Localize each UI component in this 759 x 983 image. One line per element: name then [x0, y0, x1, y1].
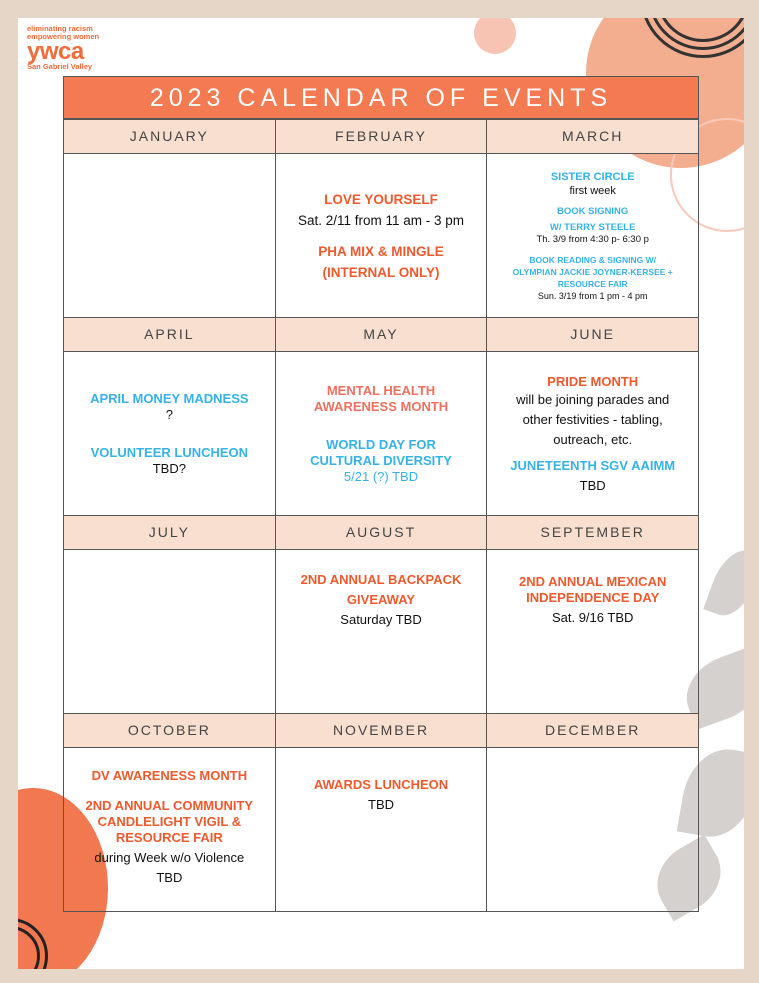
event-title: JUNETEENTH SGV AAIMM — [510, 457, 676, 473]
event-title: AWARENESS MONTH — [313, 398, 449, 414]
event-title: LOVE YOURSELF — [324, 191, 438, 207]
logo-location: San Gabriel Valley — [27, 62, 93, 71]
event-detail: 5/21 (?) TBD — [343, 468, 419, 484]
event-detail: Saturday TBD — [340, 612, 422, 627]
logo-tagline: eliminating racism — [27, 24, 93, 33]
event-title: VOLUNTEER LUNCHEON — [90, 444, 249, 460]
decorative-dot — [474, 18, 516, 54]
event-title: AWARDS LUNCHEON — [313, 777, 449, 792]
event-title: BOOK READING & SIGNING W/ — [529, 254, 656, 265]
event-title: WORLD DAY FOR — [326, 436, 436, 452]
event-detail: Sat. 2/11 from 11 am - 3 pm — [297, 212, 465, 228]
event-detail: ? — [165, 406, 173, 422]
month-header-september: SEPTEMBER — [487, 516, 699, 550]
event-title: CULTURAL DIVERSITY — [310, 452, 452, 468]
event-detail: TBD? — [152, 460, 186, 476]
event-title: RESOURCE FAIR — [557, 278, 628, 289]
month-header-april: APRIL — [64, 318, 276, 352]
month-cell-april — [64, 352, 276, 516]
month-cell-march — [487, 154, 699, 318]
event-title: 2ND ANNUAL MEXICAN — [519, 574, 667, 589]
month-cell-july — [64, 550, 276, 714]
event-title: BOOK SIGNING — [557, 205, 629, 217]
decorative-leaf — [703, 543, 744, 622]
event-title: PRIDE MONTH — [547, 373, 639, 389]
month-cell-june — [487, 352, 699, 516]
month-header-march: MARCH — [487, 120, 699, 154]
month-cell-september — [487, 550, 699, 714]
month-header-january: JANUARY — [64, 120, 276, 154]
event-detail: first week — [569, 184, 616, 197]
event-title: 2ND ANNUAL COMMUNITY — [85, 798, 254, 813]
event-title: MENTAL HEALTH — [326, 382, 436, 398]
event-detail: will be joining parades and — [516, 391, 670, 407]
month-cell-may — [276, 352, 488, 516]
event-title: PHA MIX & MINGLE — [318, 243, 444, 259]
event-title: (INTERNAL ONLY) — [322, 264, 440, 280]
event-title: SISTER CIRCLE — [550, 170, 635, 183]
month-header-may: MAY — [276, 318, 488, 352]
event-detail: TBD — [368, 797, 394, 812]
event-title: 2ND ANNUAL BACKPACK — [300, 572, 462, 587]
event-detail: other festivities - tabling, — [522, 411, 663, 427]
month-cell-february — [276, 154, 488, 318]
calendar-title: 2023 CALENDAR OF EVENTS — [63, 76, 699, 119]
event-detail: outreach, etc. — [553, 431, 633, 447]
month-cell-august — [276, 550, 488, 714]
logo-brand: ywca — [27, 38, 84, 65]
month-cell-october — [64, 748, 276, 912]
event-title: CANDLELIGHT VIGIL & — [97, 814, 242, 829]
event-title: W/ TERRY STEELE — [549, 221, 636, 233]
month-header-november: NOVEMBER — [276, 714, 488, 748]
month-header-august: AUGUST — [276, 516, 488, 550]
event-title: RESOURCE FAIR — [115, 830, 223, 845]
event-detail: Sun. 3/19 from 1 pm - 4 pm — [537, 290, 648, 301]
month-header-december: DECEMBER — [487, 714, 699, 748]
month-cell-november — [276, 748, 488, 912]
event-title: OLYMPIAN JACKIE JOYNER-KERSEE + — [512, 266, 673, 277]
event-detail: Th. 3/9 from 4:30 p- 6:30 p — [536, 233, 649, 245]
event-title: APRIL MONEY MADNESS — [90, 390, 249, 406]
event-detail: Sat. 9/16 TBD — [551, 610, 634, 625]
month-cell-december — [487, 748, 699, 912]
event-title: DV AWARENESS MONTH — [91, 768, 248, 783]
month-header-february: FEBRUARY — [276, 120, 488, 154]
event-title: INDEPENDENCE DAY — [526, 590, 660, 605]
logo-tagline: empowering women — [27, 32, 100, 41]
month-header-july: JULY — [64, 516, 276, 550]
event-detail: during Week w/o Violence — [94, 850, 245, 865]
event-title: GIVEAWAY — [346, 592, 416, 607]
month-header-october: OCTOBER — [64, 714, 276, 748]
event-detail: TBD — [579, 477, 606, 493]
month-cell-january — [64, 154, 276, 318]
ywca-logo — [27, 25, 99, 71]
calendar-grid — [63, 119, 699, 912]
event-detail: TBD — [156, 870, 183, 885]
month-header-june: JUNE — [487, 318, 699, 352]
